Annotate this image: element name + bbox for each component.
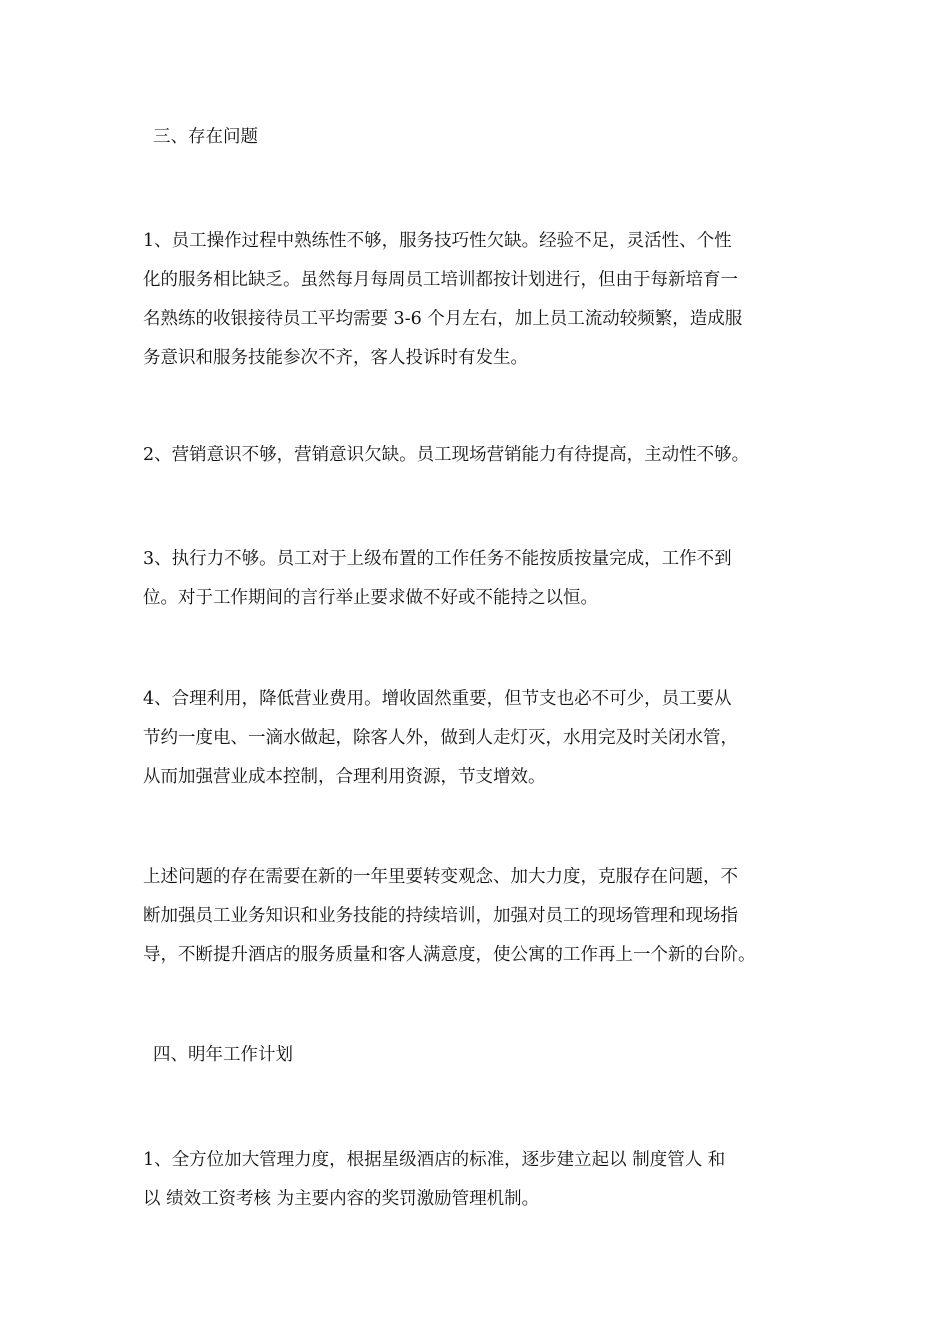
paragraph-line: 节约一度电、一滴水做起，除客人外，做到人走灯灭，水用完及时关闭水管， (143, 728, 738, 748)
paragraph-line: 2、营销意识不够，营销意识欠缺。员工现场营销能力有待提高，主动性不够。 (143, 445, 750, 465)
paragraph-item-1 (143, 222, 815, 378)
paragraph-line: 化的服务相比缺乏。虽然每月每周员工培训都按计划进行，但由于每新培育一 (143, 270, 738, 290)
paragraph-line: 务意识和服务技能参次不齐，客人投诉时有发生。 (143, 348, 528, 368)
paragraph-line: 4、合理利用，降低营业费用。增收固然重要，但节支也必不可少，员工要从 (143, 689, 732, 709)
paragraph-line: 上述问题的存在需要在新的一年里要转变观念、加大力度，克服存在问题，不 (143, 867, 738, 887)
paragraph-plan-1 (143, 1141, 815, 1219)
paragraph-line: 导，不断提升酒店的服务质量和客人满意度，使公寓的工作再上一个新的台阶。 (143, 945, 756, 965)
paragraph-line: 1、全方位加大管理力度，根据星级酒店的标准，逐步建立起以 制度管人 和 (143, 1150, 726, 1170)
paragraph-line: 名熟练的收银接待员工平均需要 3-6 个月左右，加上员工流动较频繁，造成服 (143, 309, 743, 329)
paragraph-line: 从而加强营业成本控制，合理利用资源，节支增效。 (143, 767, 546, 787)
paragraph-item-3 (143, 540, 815, 618)
paragraph-summary (143, 858, 815, 975)
paragraph-item-4 (143, 680, 815, 797)
section-heading-plan: 四、明年工作计划 (153, 1045, 293, 1065)
paragraph-line: 以 绩效工资考核 为主要内容的奖罚激励管理机制。 (143, 1189, 540, 1209)
paragraph-line: 位。对于工作期间的言行举止要求做不好或不能持之以恒。 (143, 588, 598, 608)
paragraph-item-2 (143, 436, 815, 475)
paragraph-line: 1、员工操作过程中熟练性不够，服务技巧性欠缺。经验不足，灵活性、个性 (143, 231, 732, 251)
paragraph-line: 3、执行力不够。员工对于上级布置的工作任务不能按质按量完成，工作不到 (143, 549, 732, 569)
paragraph-line: 断加强员工业务知识和业务技能的持续培训，加强对员工的现场管理和现场指 (143, 906, 738, 926)
section-heading-problems: 三、存在问题 (153, 127, 258, 147)
